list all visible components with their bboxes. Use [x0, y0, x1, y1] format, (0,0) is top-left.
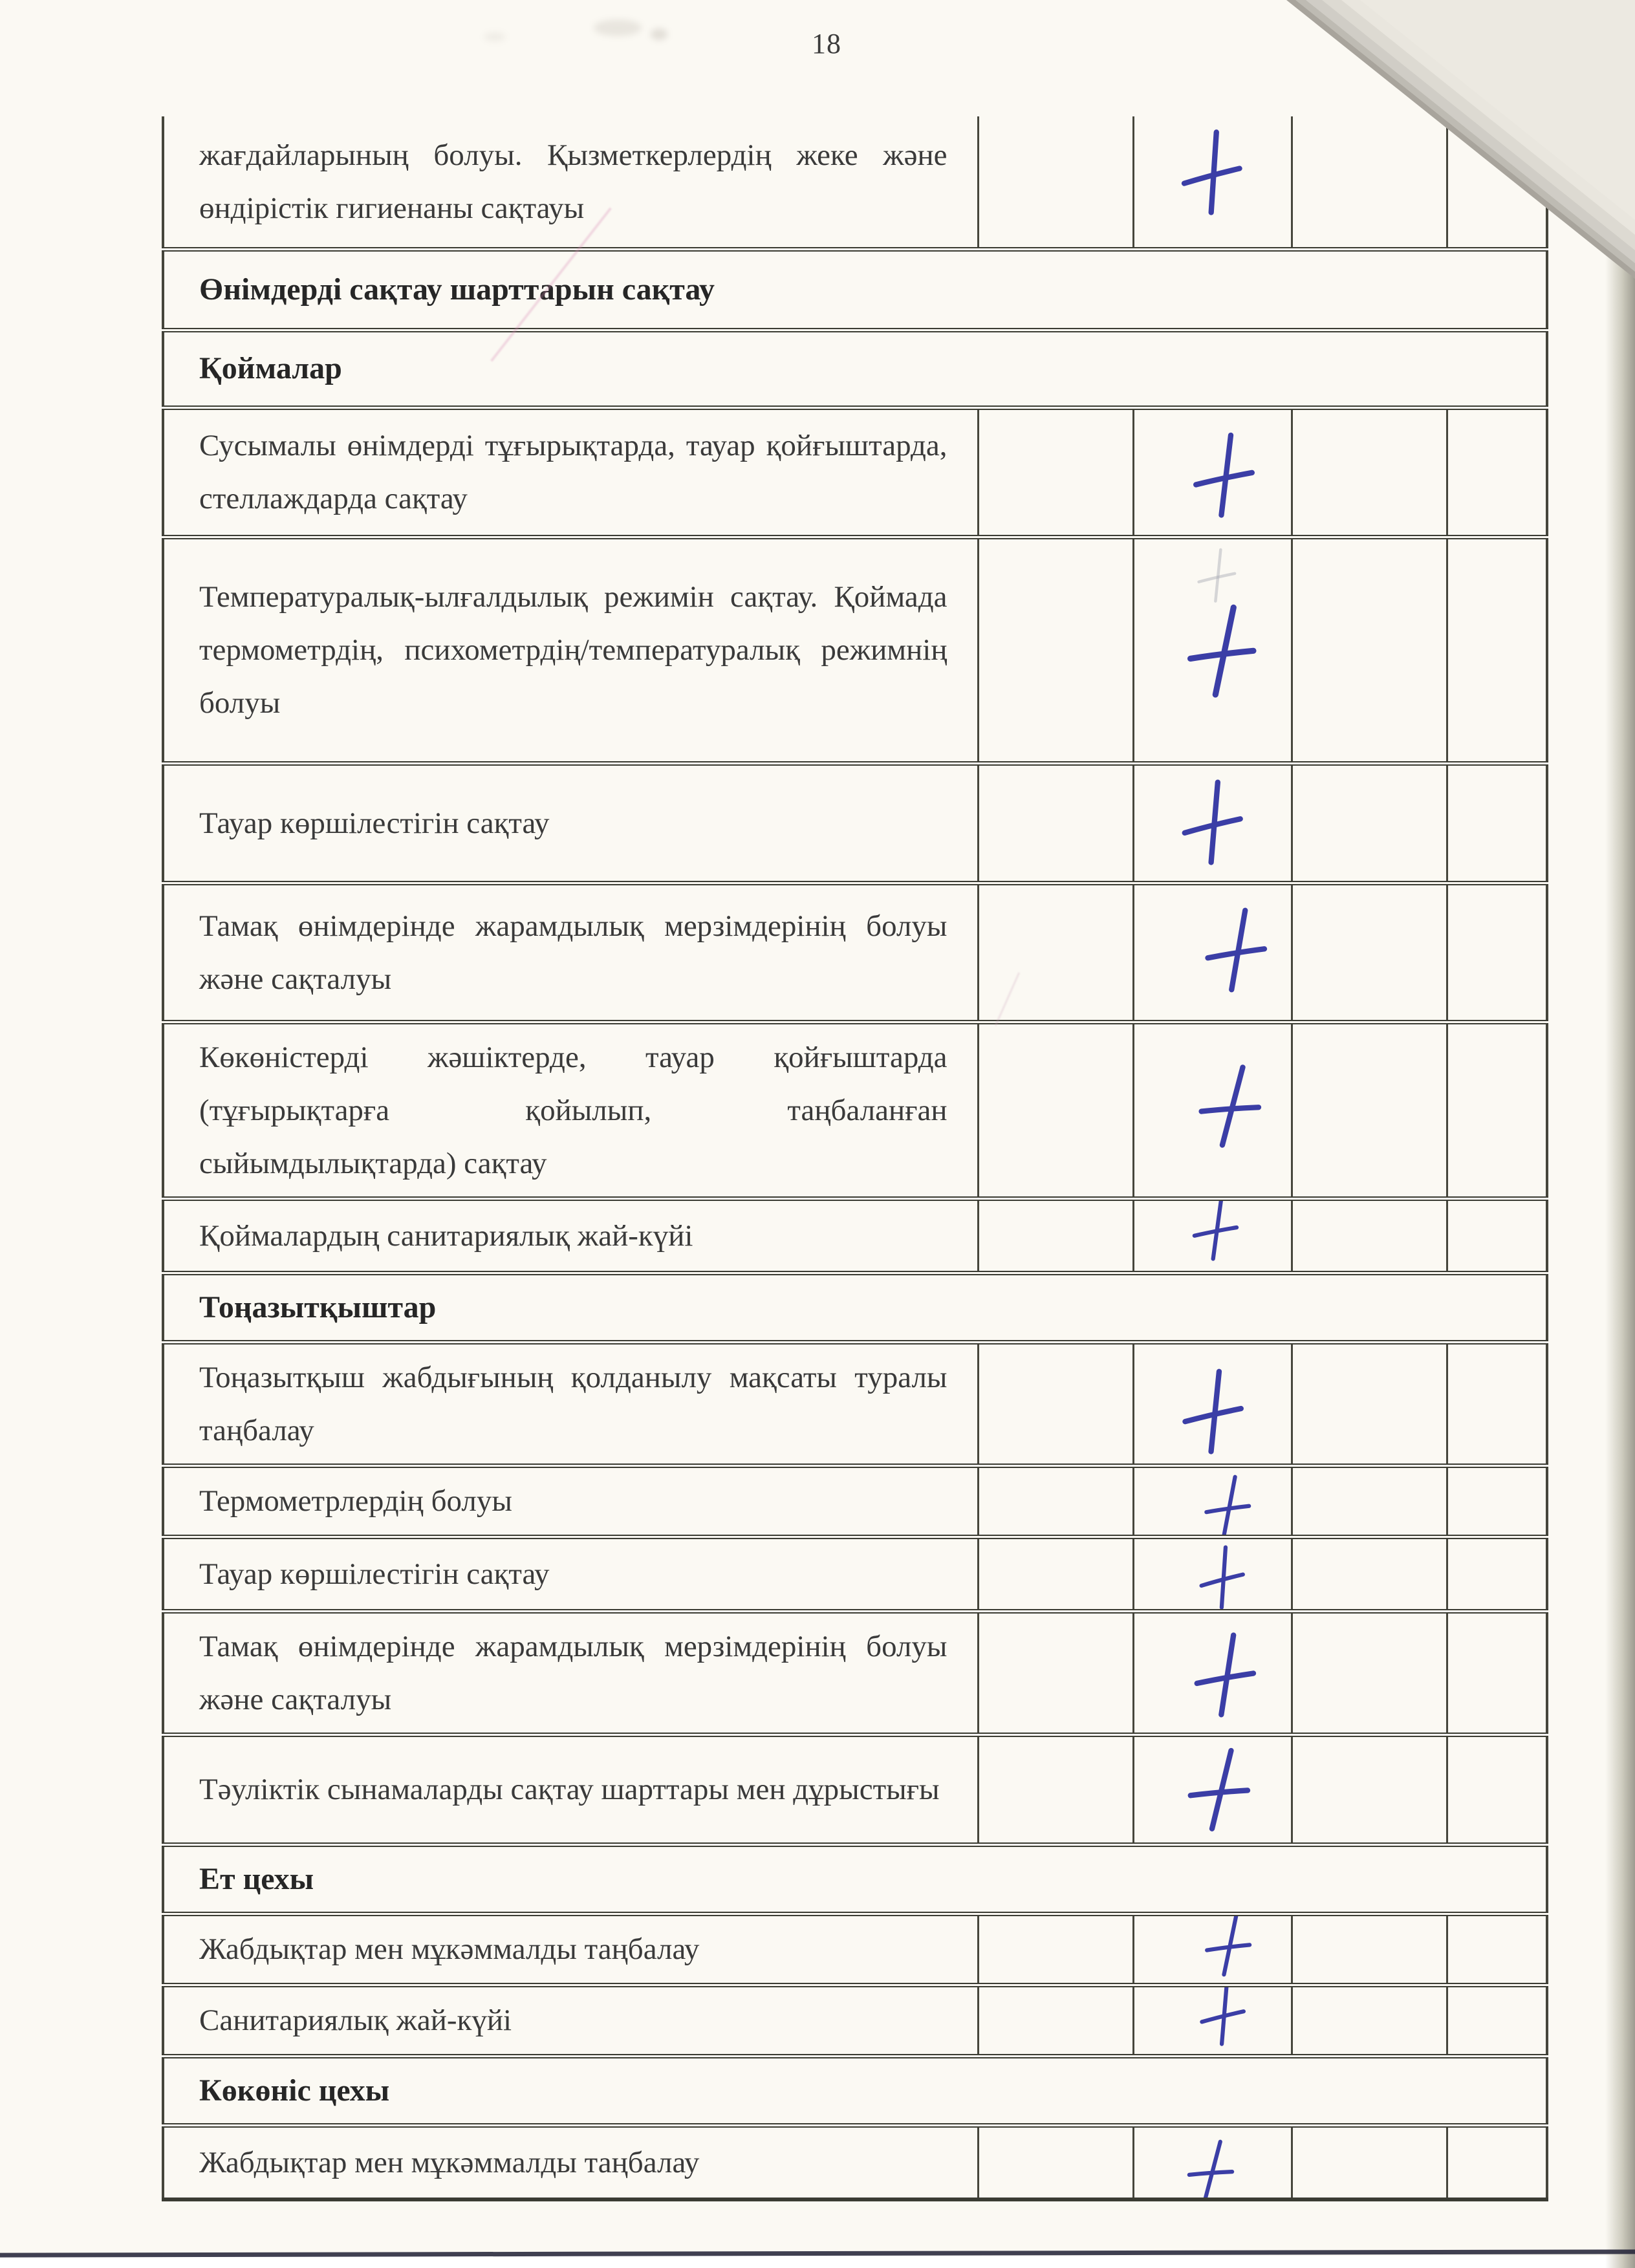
- criterion-cell: [163, 1198, 978, 1273]
- page-number: 18: [812, 28, 841, 59]
- table-row: [163, 1198, 1547, 1273]
- criterion-text: Тәуліктік сынамаларды сақтау шарттары мен дұрыстығы: [199, 1773, 940, 1806]
- check-cell: [1292, 1465, 1447, 1537]
- handwritten-plus-mark-icon: [1191, 1541, 1251, 1611]
- criterion-cell: [163, 1734, 978, 1844]
- check-cell: [1447, 1465, 1547, 1537]
- handwritten-plus-mark-icon: [1180, 2134, 1239, 2199]
- check-cell: [1292, 2125, 1447, 2199]
- scan-smudge: [594, 19, 642, 36]
- criterion-cell: [163, 116, 978, 249]
- check-cell: [1133, 1198, 1292, 1273]
- scan-smudge: [651, 28, 667, 40]
- section-header-label: Өнімдерді сақтау шарттарын сақтау: [199, 272, 715, 307]
- criterion-cell: [163, 763, 978, 883]
- section-header-row: [163, 1844, 1547, 1914]
- criterion-text: Термометрлердің болуы: [199, 1484, 512, 1518]
- section-header-row: [163, 2056, 1547, 2125]
- table-row: [163, 763, 1547, 883]
- table-row: [163, 1465, 1547, 1537]
- check-cell: [1133, 1022, 1292, 1198]
- check-cell: [1133, 1342, 1292, 1465]
- criterion-text: Тоңазытқыш жабдығының қолданылу мақсаты туралы таңбалау: [199, 1360, 947, 1447]
- handwritten-plus-mark-icon: [1173, 1364, 1250, 1459]
- check-cell: [978, 883, 1133, 1022]
- table-row: [163, 537, 1547, 763]
- criterion-text: Жабдықтар мен мұкәммалды таңбалау: [199, 2145, 700, 2179]
- table-row: [163, 1342, 1547, 1465]
- check-cell: [1292, 537, 1447, 763]
- section-header-label: Көкөніс цехы: [199, 2073, 390, 2108]
- check-cell: [1133, 1611, 1292, 1734]
- criterion-text: Тамақ өнімдерінде жарамдылық мерзімдерінің болуы және сақталуы: [199, 909, 947, 996]
- handwritten-plus-mark-icon: [1187, 1198, 1242, 1264]
- criterion-text: Қоймалардың санитариялық жай-күйі: [199, 1218, 693, 1253]
- table-row: [163, 407, 1547, 537]
- check-cell: [1292, 1611, 1447, 1734]
- criterion-cell: [163, 1985, 978, 2056]
- handwritten-plus-mark-icon: [1187, 1629, 1259, 1721]
- handwritten-plus-mark-icon: [1200, 1472, 1254, 1537]
- check-cell: [978, 1022, 1133, 1198]
- criterion-text: жағдайларының болуы. Қызметкерлердің жеке және өндірістік гигиенаны сақтауы: [199, 138, 947, 225]
- handwritten-plus-mark-icon: [1185, 428, 1260, 523]
- check-cell: [1447, 1537, 1547, 1611]
- check-cell: [978, 763, 1133, 883]
- check-cell: [1447, 1611, 1547, 1734]
- check-cell: [1292, 763, 1447, 883]
- check-cell: [1133, 2125, 1292, 2199]
- criterion-cell: [163, 2125, 978, 2199]
- ink-ghost-mark-icon: [1191, 545, 1240, 607]
- table-row: [163, 1537, 1547, 1611]
- check-cell: [978, 1198, 1133, 1273]
- check-cell: [1447, 407, 1547, 537]
- table-row: [163, 1611, 1547, 1734]
- criterion-cell: [163, 1914, 978, 1985]
- scan-bed-area: [0, 2256, 1635, 2268]
- check-cell: [978, 1734, 1133, 1844]
- criterion-text: Көкөністерді жәшіктерде, тауар қойғыштарда (тұғырықтарға қойылып, таңбаланған сыйымдылықтарда) сақтау: [199, 1040, 947, 1180]
- handwritten-plus-mark-icon: [1170, 124, 1250, 221]
- criterion-cell: [163, 883, 978, 1022]
- check-cell: [1133, 537, 1292, 763]
- criterion-cell: [163, 1537, 978, 1611]
- check-cell: [978, 1537, 1133, 1611]
- criterion-cell: [163, 1022, 978, 1198]
- section-header-cell: [163, 330, 1547, 407]
- criterion-text: Температуралық-ылғалдылық режимін сақтау. Қоймада термометрдің, психометрдің/температуралық режимнің болуы: [199, 580, 947, 720]
- check-cell: [1292, 1985, 1447, 2056]
- check-cell: [1292, 883, 1447, 1022]
- scan-smudge: [484, 32, 506, 41]
- check-cell: [1133, 883, 1292, 1022]
- check-cell: [1292, 1342, 1447, 1465]
- check-cell: [1133, 407, 1292, 537]
- handwritten-plus-mark-icon: [1180, 599, 1261, 702]
- check-cell: [1447, 537, 1547, 763]
- handwritten-plus-mark-icon: [1192, 1985, 1251, 2050]
- table-row: [163, 883, 1547, 1022]
- criterion-text: Тауар көршілестігін сақтау: [199, 1557, 550, 1591]
- check-cell: [1292, 407, 1447, 537]
- check-cell: [978, 116, 1133, 249]
- handwritten-plus-mark-icon: [1180, 1742, 1257, 1837]
- inspection-checklist-table: [162, 116, 1548, 2201]
- check-cell: [1447, 1985, 1547, 2056]
- section-header-label: Қоймалар: [199, 351, 342, 385]
- criterion-text: Санитариялық жай-күйі: [199, 2003, 512, 2037]
- criterion-cell: [163, 407, 978, 537]
- check-cell: [1292, 1914, 1447, 1985]
- table-row: [163, 1734, 1547, 1844]
- check-cell: [1447, 1914, 1547, 1985]
- section-header-label: Ет цехы: [199, 1861, 314, 1896]
- check-cell: [1133, 1537, 1292, 1611]
- criterion-text: Тамақ өнімдерінде жарамдылық мерзімдерінің болуы және сақталуы: [199, 1629, 947, 1716]
- check-cell: [1292, 1198, 1447, 1273]
- check-cell: [978, 1342, 1133, 1465]
- criterion-cell: [163, 1611, 978, 1734]
- section-header-label: Тоңазытқыштар: [199, 1290, 437, 1324]
- check-cell: [1447, 763, 1547, 883]
- check-cell: [1133, 1985, 1292, 2056]
- section-header-cell: [163, 1844, 1547, 1914]
- check-cell: [978, 1611, 1133, 1734]
- check-cell: [1133, 1734, 1292, 1844]
- page-fold-corner-icon: [1263, 0, 1635, 310]
- handwritten-plus-mark-icon: [1172, 774, 1250, 870]
- check-cell: [978, 2125, 1133, 2199]
- table-row: [163, 1022, 1547, 1198]
- section-header-cell: [163, 1273, 1547, 1342]
- criterion-cell: [163, 537, 978, 763]
- criterion-text: Жабдықтар мен мұкәммалды таңбалау: [199, 1932, 700, 1966]
- check-cell: [1133, 1914, 1292, 1985]
- check-cell: [1292, 1022, 1447, 1198]
- criterion-text: Сусымалы өнімдерді тұғырықтарда, тауар қойғыштарда, стеллаждарда сақтау: [199, 429, 947, 515]
- check-cell: [978, 537, 1133, 763]
- check-cell: [1133, 1465, 1292, 1537]
- check-cell: [1447, 1342, 1547, 1465]
- check-cell: [1292, 1537, 1447, 1611]
- section-header-cell: [163, 2056, 1547, 2125]
- handwritten-plus-mark-icon: [1200, 905, 1270, 995]
- check-cell: [978, 1985, 1133, 2056]
- check-cell: [978, 1465, 1133, 1537]
- handwritten-plus-mark-icon: [1190, 1057, 1268, 1154]
- checklist-rows: [163, 116, 1547, 2199]
- check-cell: [978, 1914, 1133, 1985]
- check-cell: [1447, 883, 1547, 1022]
- table-row: [163, 2125, 1547, 2199]
- section-header-row: [163, 330, 1547, 407]
- check-cell: [1292, 1734, 1447, 1844]
- criterion-cell: [163, 1465, 978, 1537]
- scan-edge-band: [1605, 0, 1635, 2268]
- handwritten-plus-mark-icon: [1200, 1914, 1255, 1980]
- check-cell: [1447, 1198, 1547, 1273]
- criterion-cell: [163, 1342, 978, 1465]
- check-cell: [1447, 2125, 1547, 2199]
- table-row: [163, 1985, 1547, 2056]
- check-cell: [978, 407, 1133, 537]
- table-row: [163, 1914, 1547, 1985]
- section-header-row: [163, 1273, 1547, 1342]
- check-cell: [1447, 1734, 1547, 1844]
- check-cell: [1447, 1022, 1547, 1198]
- criterion-text: Тауар көршілестігін сақтау: [199, 806, 550, 840]
- check-cell: [1133, 763, 1292, 883]
